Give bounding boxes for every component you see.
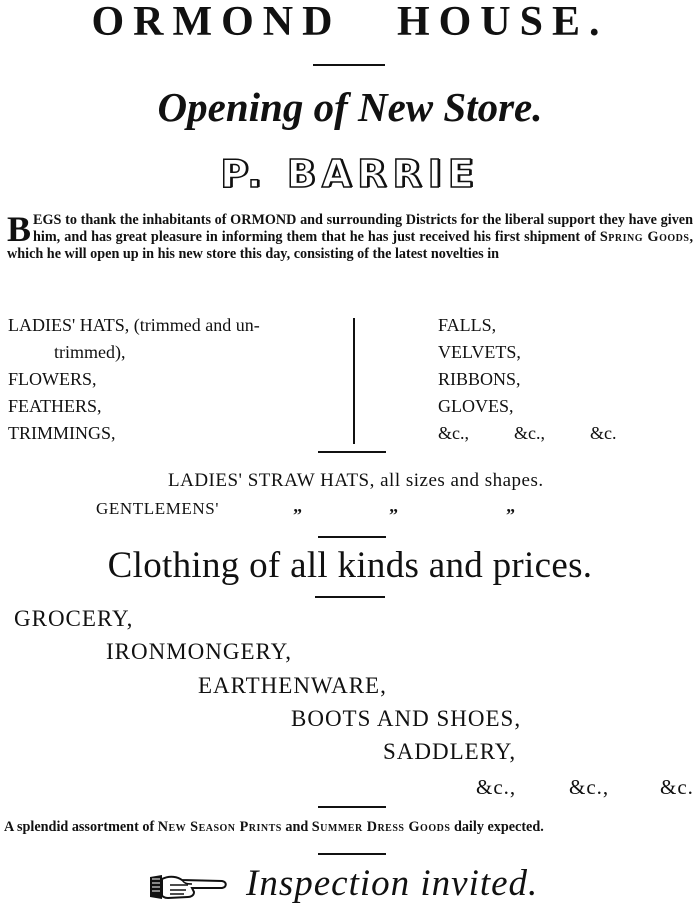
list-item: VELVETS, — [438, 342, 521, 362]
goods-item-earthenware: EARTHENWARE, — [198, 673, 387, 698]
divider-4 — [315, 596, 385, 598]
assortment-text-3: daily expected. — [450, 819, 544, 835]
clothing-headline: Clothing of all kinds and prices. — [107, 545, 593, 586]
right-goods-column — [438, 312, 666, 447]
etc-mark: &c., — [569, 775, 610, 799]
divider-3 — [318, 536, 386, 538]
assortment-text-1: A splendid assortment of — [4, 819, 158, 835]
goods-item-boots: BOOTS AND SHOES, — [291, 706, 522, 731]
intro-text-1: EGS to thank the inhabitants of ORMOND and surrounding Districts for the liberal support they have given him, and has great pleasure in informing them that he has just received his first shipment of — [33, 212, 693, 245]
list-item: FALLS, — [438, 315, 497, 335]
assortment-text-2: and — [281, 819, 312, 835]
assortment-line — [4, 818, 544, 836]
ditto-mark: ” — [506, 505, 515, 525]
gentlemens-label: GENTLEMENS' — [96, 499, 219, 518]
etc-mark: &c., — [438, 423, 469, 443]
etc-mark: &c. — [660, 775, 694, 799]
divider-1 — [313, 64, 385, 66]
goods-item-saddlery: SADDLERY, — [383, 739, 517, 764]
straw-hats-line: LADIES' STRAW HATS, all sizes and shapes. — [168, 470, 544, 491]
list-item: FEATHERS, — [8, 396, 102, 416]
proprietor-name — [0, 152, 700, 196]
etc-mark: &c. — [590, 423, 617, 443]
column-divider — [353, 318, 355, 444]
divider-2 — [318, 451, 386, 453]
summer-dress-goods: Summer Dress Goods — [311, 819, 451, 835]
list-item: RIBBONS, — [438, 369, 521, 389]
opening-subtitle: Opening of New Store. — [157, 84, 543, 130]
goods-item-grocery: GROCERY, — [14, 606, 134, 631]
intro-paragraph — [7, 209, 693, 263]
divider-5 — [318, 806, 386, 808]
drop-cap: B — [7, 209, 32, 249]
pointing-hand-icon — [148, 871, 228, 907]
etc-row — [438, 420, 666, 447]
proprietor-name-text: P. BARRIE — [220, 152, 480, 196]
store-name-heading: ORMOND HOUSE. — [91, 0, 609, 45]
etc-mark: &c., — [514, 423, 545, 443]
inspection-text: Inspection invited. — [246, 863, 539, 904]
list-item: trimmed), — [54, 342, 126, 362]
list-item: GLOVES, — [438, 396, 514, 416]
list-item: LADIES' HATS, (trimmed and un- — [8, 315, 260, 335]
spring-goods: Spring Goods — [599, 229, 690, 245]
divider-6 — [318, 853, 386, 855]
list-item: FLOWERS, — [8, 369, 97, 389]
left-goods-column — [8, 312, 260, 447]
ditto-mark: ” — [389, 505, 398, 525]
new-season-prints: New Season Prints — [157, 819, 282, 835]
ditto-mark: ” — [293, 505, 302, 525]
goods-item-ironmongery: IRONMONGERY, — [106, 639, 293, 664]
etc-mark: &c., — [476, 775, 517, 799]
intro-text-2: , which he will open up in his new store this day, consisting of the latest novelties in — [7, 229, 693, 262]
list-item: TRIMMINGS, — [8, 423, 116, 443]
